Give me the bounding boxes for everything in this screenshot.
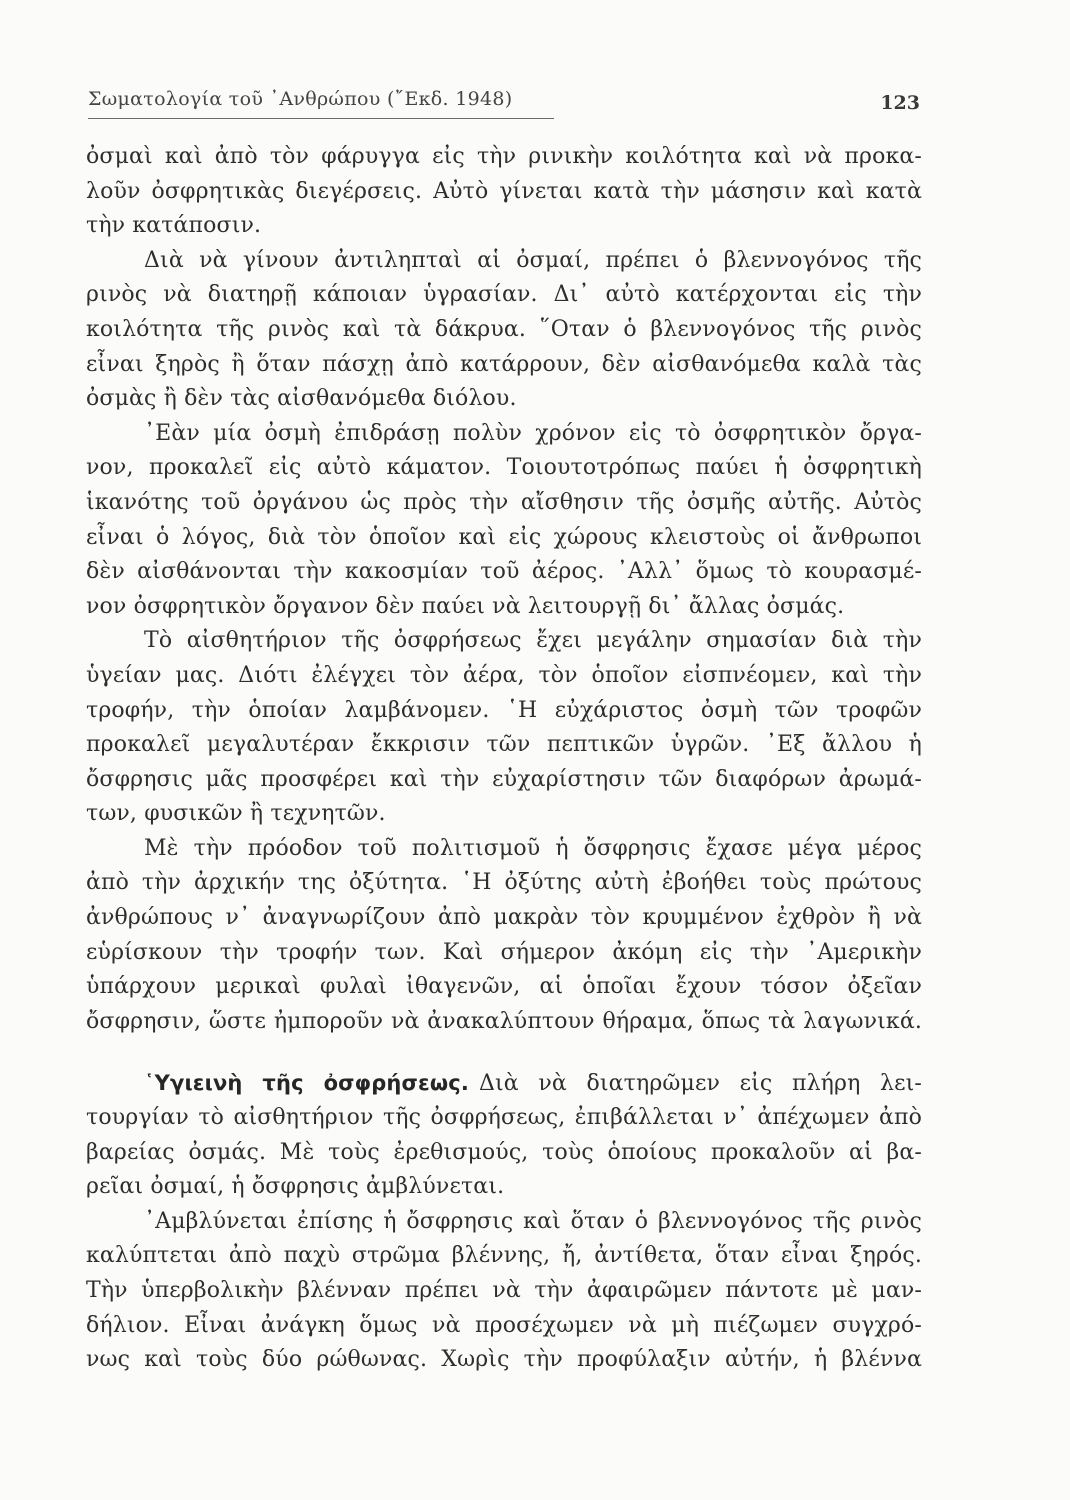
text-line: εἶναι ὁ λόγος, διὰ τὸν ὁποῖον καὶ εἰς χώρους κλειστοὺς οἱ ἄνθρωποι — [86, 524, 922, 550]
text-line: λοῦν ὀσφρητικὰς διεγέρσεις. Αὐτὸ γίνεται κατὰ τὴν μάσησιν καὶ κατὰ — [86, 178, 922, 204]
text-line: ὑγείαν μας. Διότι ἐλέγχει τὸν ἀέρα, τὸν ὁποῖον εἰσπνέομεν, καὶ τὴν — [86, 662, 922, 688]
text-line: Τὴν ὑπερβολικὴν βλένναν πρέπει νὰ τὴν ἀφαιρῶμεν πάντοτε μὲ μαν- — [86, 1278, 922, 1303]
text-line: νως καὶ τοὺς δύο ρώθωνας. Χωρὶς τὴν προφύλαξιν αὐτήν, ἡ βλέννα — [86, 1347, 922, 1373]
text-line: Διὰ νὰ γίνουν ἀντιληπταὶ αἱ ὀσμαί, πρέπει ὁ βλεννογόνος τῆς — [144, 247, 922, 273]
text-line: νον, προκαλεῖ εἰς αὐτὸ κάματον. Τοιουτοτρόπως παύει ἡ ὀσφρητικὴ — [86, 455, 922, 481]
text-line: καλύπτεται ἀπὸ παχὺ στρῶμα βλέννης, ἤ, ἀντίθετα, ὅταν εἶναι ξηρός. — [86, 1243, 922, 1269]
section-heading: ῾Υγιεινὴ τῆς ὀσφρήσεως. — [144, 1071, 469, 1096]
text-line: ὀσμὰς ἢ δὲν τὰς αἰσθανόμεθα διόλου. — [86, 386, 517, 412]
text-line: προκαλεῖ μεγαλυτέραν ἔκκρισιν τῶν πεπτικῶν ὑγρῶν. ᾿Εξ ἄλλου ἡ — [86, 732, 922, 758]
text-line: ὑπάρχουν μερικαὶ φυλαὶ ἰθαγενῶν, αἱ ὁποῖαι ἔχουν τόσον ὀξεῖαν — [86, 974, 922, 1000]
text-line: τουργίαν τὸ αἰσθητήριον τῆς ὀσφρήσεως, ἐπιβάλλεται ν᾿ ἀπέχωμεν ἀπὸ — [86, 1105, 922, 1131]
text-line: εἶναι ξηρὸς ἢ ὅταν πάσχῃ ἀπὸ κατάρρουν, δὲν αἰσθανόμεθα καλὰ τὰς — [86, 351, 922, 377]
text-line: ᾿Αμβλύνεται ἐπίσης ἡ ὄσφρησις καὶ ὅταν ὁ βλεννογόνος τῆς ρινὸς — [144, 1208, 922, 1234]
section-first-line-text: Διὰ νὰ διατηρῶμεν εἰς πλήρη λει- — [478, 1071, 922, 1097]
text-line: ἀνθρώπους ν᾿ ἀναγνωρίζουν ἀπὸ μακρὰν τὸν κρυμμένον ἐχθρὸν ἢ νὰ — [86, 905, 922, 931]
text-line: ἱκανότης τοῦ ὀργάνου ὡς πρὸς τὴν αἴσθησιν τῆς ὀσμῆς αὐτῆς. Αὐτὸς — [86, 489, 922, 515]
text-line: Μὲ τὴν πρόοδον τοῦ πολιτισμοῦ ἡ ὄσφρησις ἔχασε μέγα μέρος — [144, 835, 922, 861]
text-line: ὀσμαὶ καὶ ἀπὸ τὸν φάρυγγα εἰς τὴν ρινικὴν κοιλότητα καὶ νὰ προκα- — [86, 144, 922, 169]
page-number: 123 — [880, 92, 920, 114]
text-line: κοιλότητα τῆς ρινὸς καὶ τὰ δάκρυα. ῞Οταν ὁ βλεννογόνος τῆς ρινὸς — [86, 316, 922, 342]
text-line: των, φυσικῶν ἢ τεχνητῶν. — [86, 801, 386, 827]
text-line: ὄσφρησιν, ὥστε ἠμποροῦν νὰ ἀνακαλύπτουν θήραμα, ὅπως τὰ λαγωνικά. — [86, 1008, 922, 1034]
section-first-line — [86, 1066, 922, 1101]
section-gap — [86, 1039, 922, 1066]
header-rule — [88, 118, 554, 119]
text-line: τὴν κατάποσιν. — [86, 213, 262, 239]
text-line: Τὸ αἰσθητήριον τῆς ὀσφρήσεως ἔχει μεγάλην σημασίαν διὰ τὴν — [144, 628, 922, 654]
text-line: ᾿Εὰν μία ὀσμὴ ἐπιδράσῃ πολὺν χρόνον εἰς τὸ ὀσφρητικὸν ὄργα- — [144, 420, 922, 446]
running-title: Σωματολογία τοῦ ᾿Ανθρώπου (῎Εκδ. 1948) — [88, 88, 513, 110]
text-line: βαρείας ὀσμάς. Μὲ τοὺς ἐρεθισμούς, τοὺς ὁποίους προκαλοῦν αἱ βα- — [86, 1139, 922, 1165]
text-line: εὑρίσκουν τὴν τροφήν των. Καὶ σήμερον ἀκόμη εἰς τὴν ᾿Αμερικὴν — [86, 939, 922, 965]
text-line: τροφήν, τὴν ὁποίαν λαμβάνομεν. ῾Η εὐχάριστος ὀσμὴ τῶν τροφῶν — [86, 697, 922, 723]
text-line: νον ὀσφρητικὸν ὄργανον δὲν παύει νὰ λειτουργῇ δι᾿ ἄλλας ὀσμάς. — [86, 593, 845, 619]
text-line: ρινὸς νὰ διατηρῇ κάποιαν ὑγρασίαν. Δι᾿ αὐτὸ κατέρχονται εἰς τὴν — [86, 282, 922, 308]
text-line: δὲν αἰσθάνονται τὴν κακοσμίαν τοῦ ἀέρος. ᾿Αλλ᾿ ὅμως τὸ κουρασμέ- — [86, 559, 922, 585]
running-header — [88, 88, 920, 116]
text-line: ἀπὸ τὴν ἀρχικήν της ὀξύτητα. ῾Η ὀξύτης αὐτὴ ἐβοήθει τοὺς πρώτους — [86, 870, 922, 896]
text-line: ὄσφρησις μᾶς προσφέρει καὶ τὴν εὐχαρίστησιν τῶν διαφόρων ἀρωμά- — [86, 766, 922, 792]
text-line: δήλιον. Εἶναι ἀνάγκη ὅμως νὰ προσέχωμεν νὰ μὴ πιέζωμεν συγχρό- — [86, 1312, 922, 1338]
body-text — [86, 140, 922, 1378]
text-line: ρεῖαι ὀσμαί, ἡ ὄσφρησις ἀμβλύνεται. — [86, 1174, 505, 1200]
